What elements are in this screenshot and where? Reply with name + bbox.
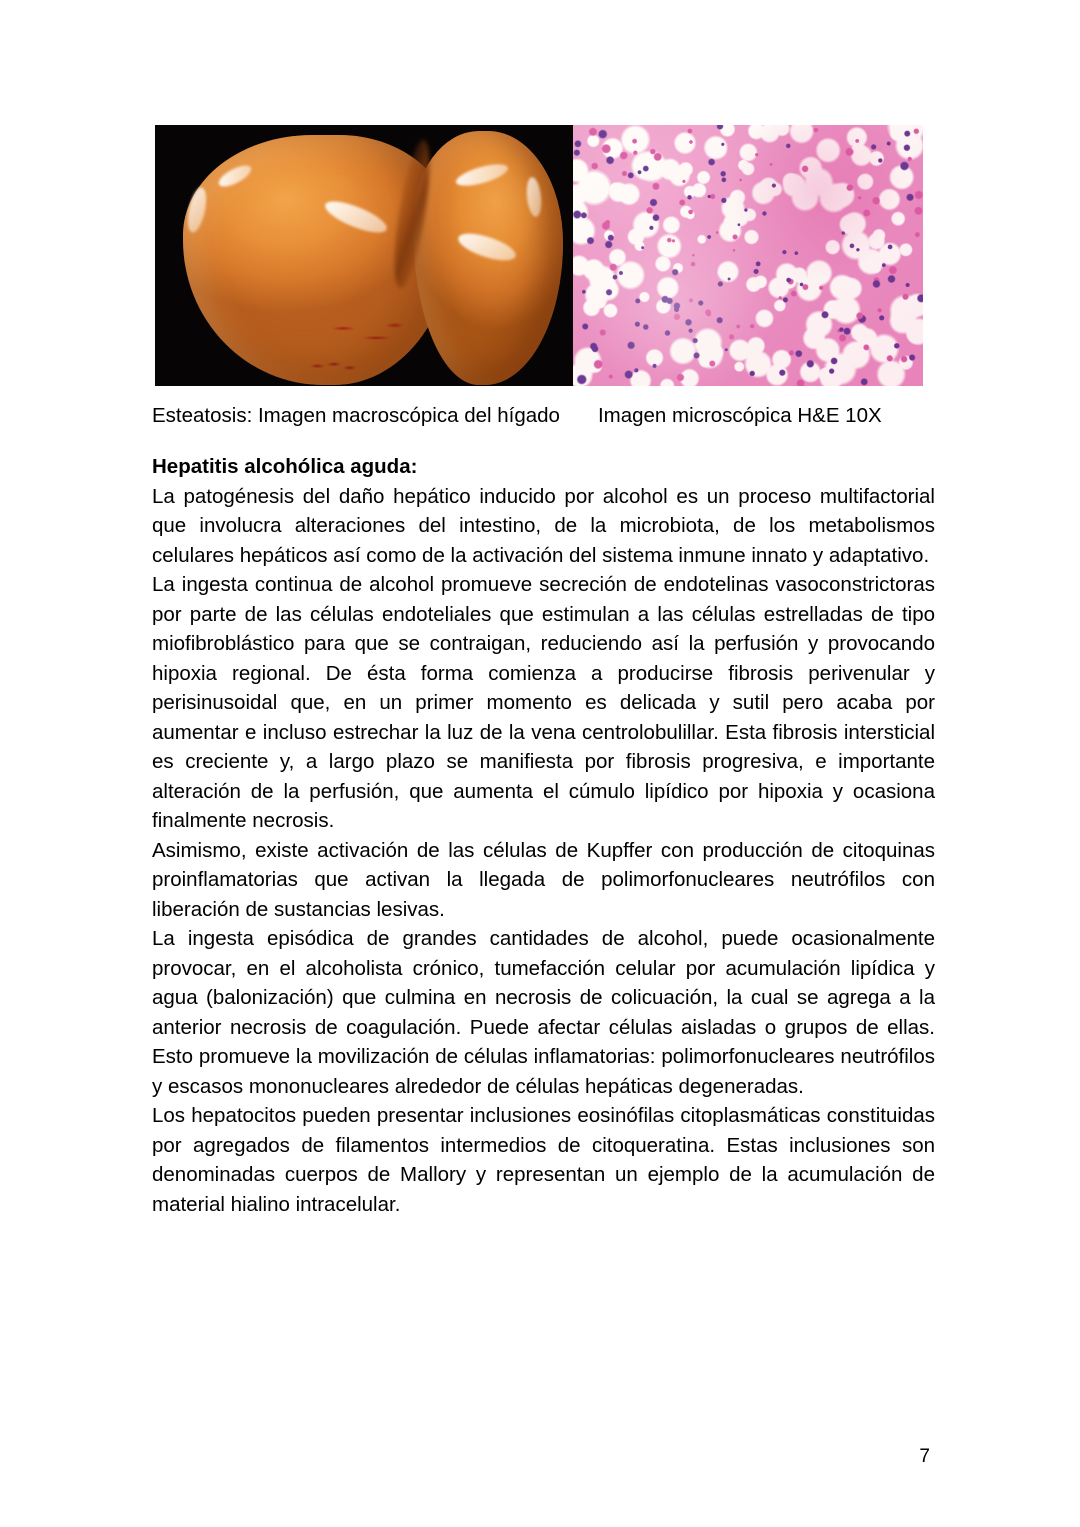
paragraph: La patogénesis del daño hepático inducido por alcohol es un proceso multifactorial que involucra alteraciones del intestino, de la microbiota, de los metabolismos celulares hepáticos así como de la activación del sistema inmune innato y adaptativo. (152, 484, 935, 567)
he-canvas (573, 125, 923, 386)
gross-liver-canvas (155, 125, 573, 386)
caption-gross: Esteatosis: Imagen macroscópica del hígado (152, 404, 560, 427)
figure-row (155, 125, 923, 386)
surface-vessel-marking (307, 357, 359, 375)
page-number: 7 (919, 1446, 930, 1467)
paragraph: La ingesta continua de alcohol promueve secreción de endotelinas vasoconstrictoras por parte de las células endoteliales que estimulan a las células estrelladas de tipo miofibroblástico para que se contraigan, reduciendo así la perfusión y provocando hipoxia regional. De ésta forma comienza a producirse fibrosis perivenular y perisinusoidal que, en un primer momento es delicada y sutil pero acaba por aumentar e incluso estrechar la luz de la vena centrolobulillar. Esta fibrosis intersticial es creciente y, a largo plazo se manifiesta por fibrosis progresiva, e importante alteración de la perfusión, que aumenta el cúmulo lipídico por hipoxia y ocasiona finalmente necrosis. (152, 573, 935, 832)
stain-texture-layer (573, 125, 923, 386)
he-micrograph-image (573, 125, 923, 386)
section-heading: Hepatitis alcohólica aguda: (152, 455, 418, 478)
paragraph: La ingesta episódica de grandes cantidades de alcohol, puede ocasionalmente provocar, en el alcoholista crónico, tumefacción celular por acumulación lipídica y agua (balonización) que culmina en necrosis de colicuación, la cual se agrega a la anterior necrosis de coagulación. Puede afectar células aisladas o grupos de ellas. Esto promueve la movilización de células inflamatorias: polimorfonucleares neutrófilos y escasos mononucleares alrededor de células hepáticas degeneradas. (152, 927, 935, 1098)
gross-liver-image (155, 125, 573, 386)
caption-micro: Imagen microscópica H&E 10X (597, 404, 882, 427)
paragraph: Los hepatocitos pueden presentar inclusiones eosinófilas citoplasmáticas constituidas por agregados de filamentos intermedios de citoqueratina. Estas inclusiones son denominadas cuerpos de Mallory y representan un ejemplo de la acumulación de material hialino intracelular. (152, 1104, 935, 1216)
surface-vessel-marking (323, 317, 415, 355)
article-body (152, 452, 935, 1219)
figure-captions (152, 403, 942, 429)
paragraph: Asimismo, existe activación de las células de Kupffer con producción de citoquinas proinflamatorias que activan la llegada de polimorfonucleares neutrófilos con liberación de sustancias lesivas. (152, 838, 935, 921)
